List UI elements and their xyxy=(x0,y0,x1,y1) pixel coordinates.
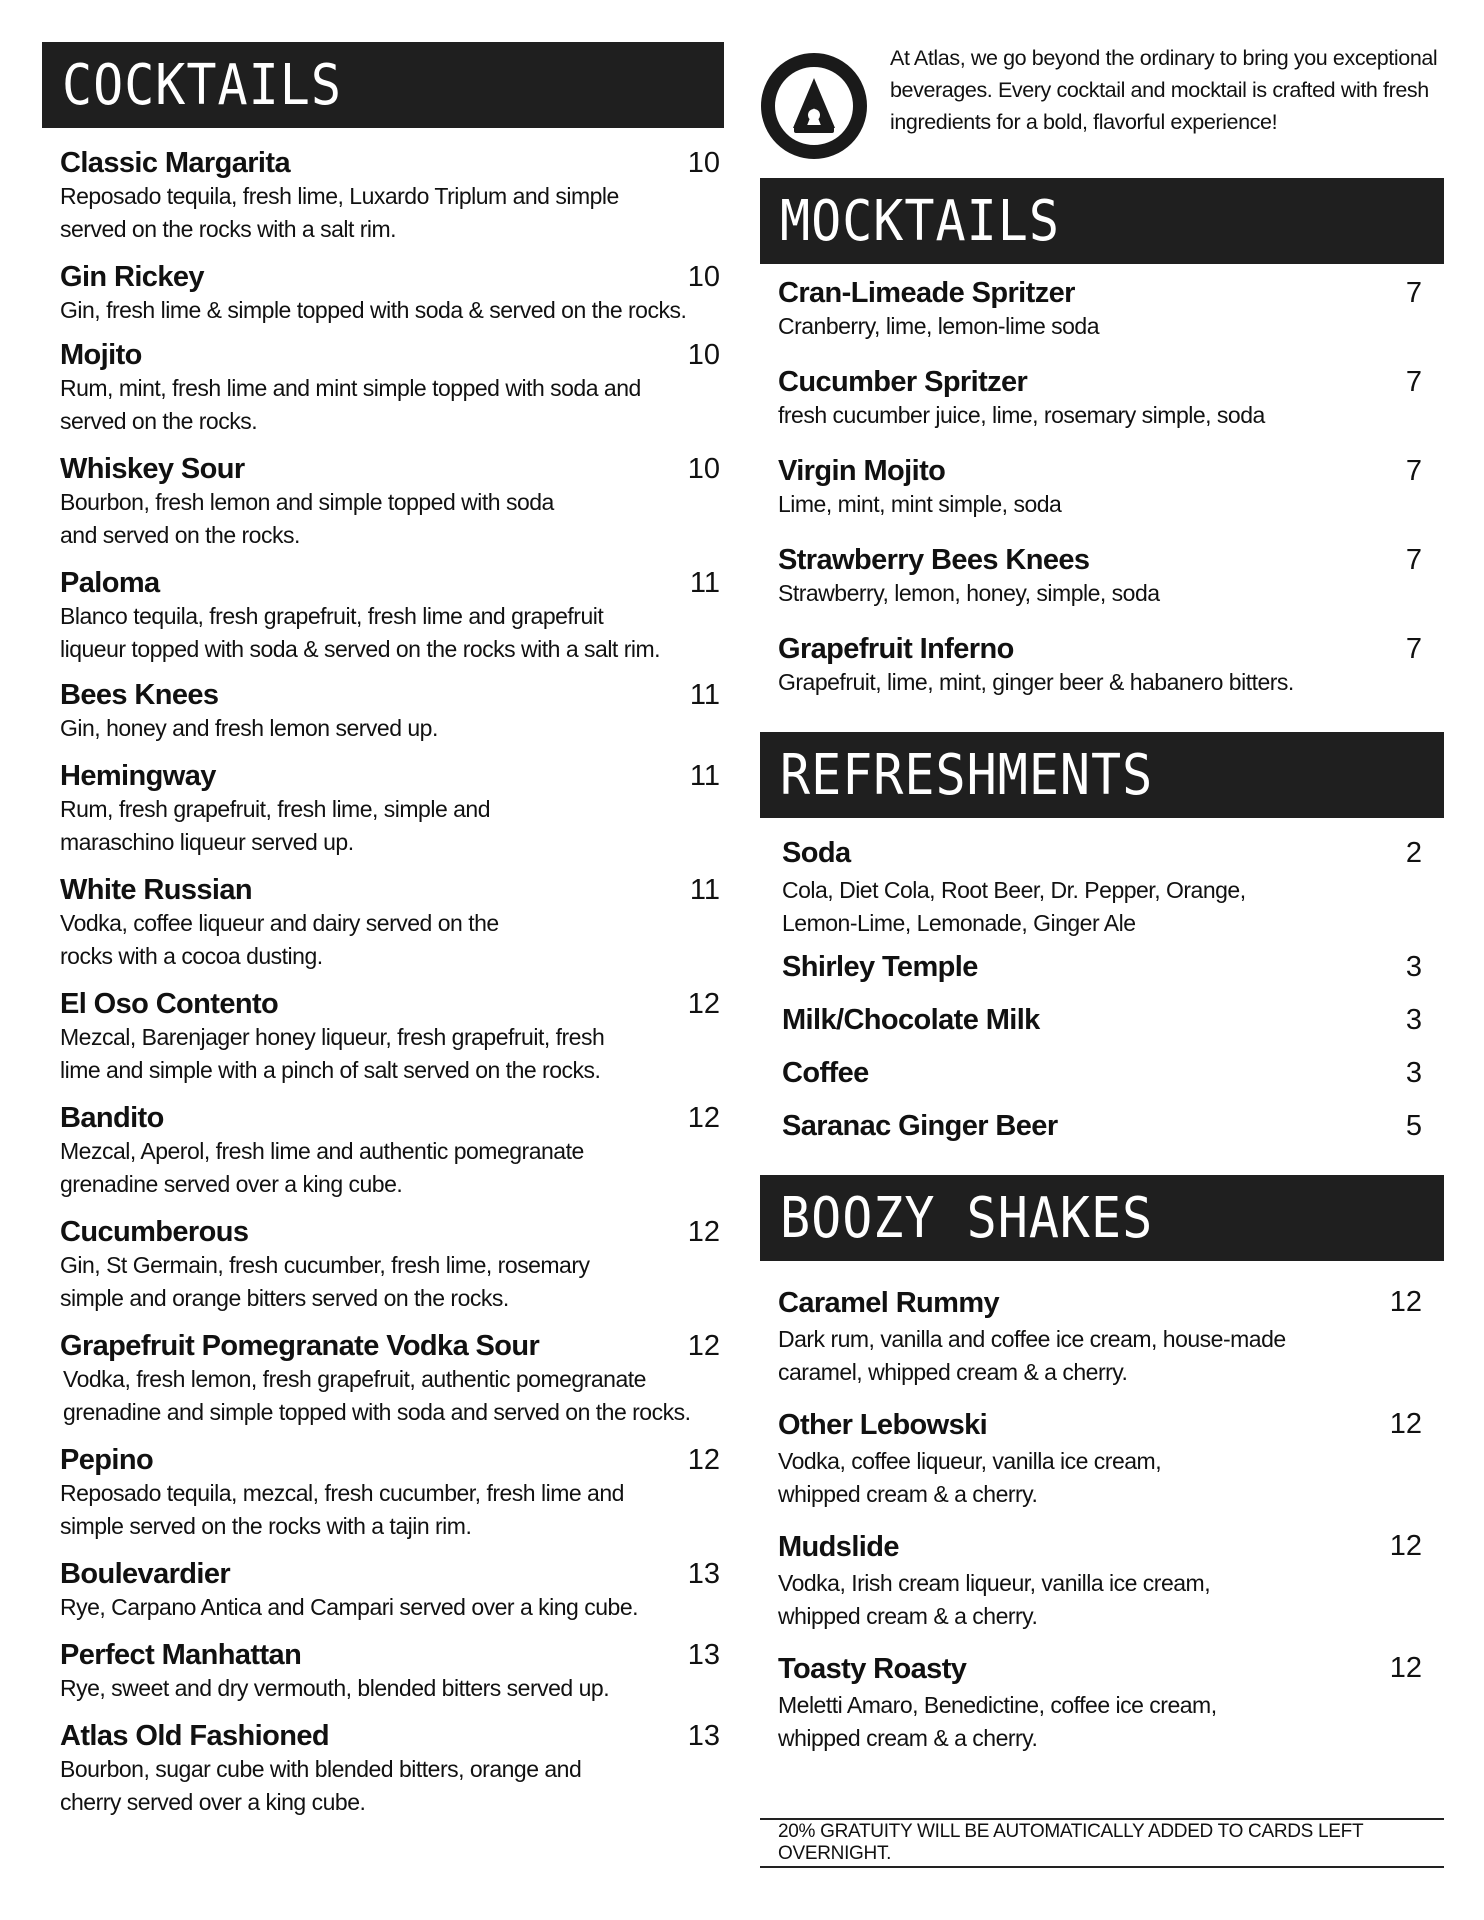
item-description: Strawberry, lemon, honey, simple, soda xyxy=(778,580,1160,606)
menu-item xyxy=(60,1215,720,1315)
item-name: Saranac Ginger Beer xyxy=(782,1110,1058,1142)
menu-item xyxy=(778,632,1422,721)
item-description: Rum, mint, fresh lime and mint simple topped with soda and served on the rocks. xyxy=(60,375,641,434)
item-name: Mojito xyxy=(60,339,142,371)
item-description: Mezcal, Barenjager honey liqueur, fresh grapefruit, fresh lime and simple with a pinch of salt served on the rocks. xyxy=(60,1024,605,1083)
item-price: 3 xyxy=(1405,951,1422,983)
item-description: Bourbon, sugar cube with blended bitters, orange and cherry served over a king cube. xyxy=(60,1756,582,1815)
item-name: Boulevardier xyxy=(60,1558,231,1590)
menu-item xyxy=(60,566,720,666)
menu-item xyxy=(782,950,1422,1003)
menu-item xyxy=(60,260,720,327)
item-price: 12 xyxy=(687,1330,720,1362)
item-name: Bandito xyxy=(60,1102,164,1134)
item-price: 11 xyxy=(689,874,720,906)
cocktails-header xyxy=(42,42,724,128)
item-name: Pepino xyxy=(60,1444,154,1476)
item-price: 12 xyxy=(1389,1286,1422,1318)
refreshments-header xyxy=(760,732,1444,818)
item-name: Whiskey Sour xyxy=(60,453,245,485)
item-description: Reposado tequila, fresh lime, Luxardo Triplum and simple served on the rocks with a salt rim. xyxy=(60,183,619,242)
menu-item xyxy=(778,1651,1422,1755)
item-description: Mezcal, Aperol, fresh lime and authentic pomegranate grenadine served over a king cube. xyxy=(60,1138,584,1197)
menu-item xyxy=(782,836,1422,940)
item-description: Gin, honey and fresh lemon served up. xyxy=(60,715,438,741)
gratuity-notice xyxy=(760,1818,1444,1868)
item-description: Bourbon, fresh lemon and simple topped with soda and served on the rocks. xyxy=(60,489,554,548)
mocktails-header xyxy=(760,178,1444,264)
item-price: 12 xyxy=(687,1216,720,1248)
item-description: Cola, Diet Cola, Root Beer, Dr. Pepper, Orange, Lemon-Lime, Lemonade, Ginger Ale xyxy=(782,877,1246,936)
item-description: Rye, sweet and dry vermouth, blended bitters served up. xyxy=(60,1675,610,1701)
item-name: Bees Knees xyxy=(60,679,219,711)
menu-item xyxy=(782,1003,1422,1056)
item-price: 11 xyxy=(689,567,720,599)
menu-item xyxy=(60,678,720,745)
intro-text: At Atlas, we go beyond the ordinary to bring you exceptional beverages. Every cocktail and mocktail is crafted with fresh ingredients for a bold, flavorful experience! xyxy=(890,46,1438,134)
item-price: 12 xyxy=(687,1102,720,1134)
menu-item xyxy=(782,1056,1422,1109)
item-price: 7 xyxy=(1405,544,1422,576)
item-name: Perfect Manhattan xyxy=(60,1639,302,1671)
item-price: 12 xyxy=(1389,1408,1422,1440)
item-name: Toasty Roasty xyxy=(778,1653,967,1685)
refreshments-list xyxy=(760,836,1444,1149)
menu-item xyxy=(778,1285,1422,1389)
menu-item xyxy=(782,1109,1422,1149)
menu-item xyxy=(778,454,1422,543)
item-price: 3 xyxy=(1405,1057,1422,1089)
item-name: Cran-Limeade Spritzer xyxy=(778,277,1075,309)
item-description: Reposado tequila, mezcal, fresh cucumber, fresh lime and simple served on the rocks with a tajin rim. xyxy=(60,1480,624,1539)
item-name: Paloma xyxy=(60,567,160,599)
menu-item xyxy=(60,1557,720,1624)
item-description: Vodka, fresh lemon, fresh grapefruit, authentic pomegranate grenadine and simple topped with soda and served on the rocks. xyxy=(63,1366,691,1425)
item-price: 12 xyxy=(687,988,720,1020)
item-price: 7 xyxy=(1405,633,1422,665)
item-price: 10 xyxy=(687,453,720,485)
menu-item xyxy=(778,1407,1422,1511)
item-name: Virgin Mojito xyxy=(778,455,946,487)
menu-item xyxy=(60,1101,720,1201)
menu-item xyxy=(60,1329,720,1429)
item-price: 10 xyxy=(687,261,720,293)
item-name: Coffee xyxy=(782,1057,869,1089)
cocktails-title: COCKTAILS xyxy=(62,52,342,118)
item-name: Caramel Rummy xyxy=(778,1287,1000,1319)
item-price: 7 xyxy=(1405,455,1422,487)
item-name: Gin Rickey xyxy=(60,261,204,293)
intro-block xyxy=(760,42,1444,168)
boozy-shakes-title: BOOZY SHAKES xyxy=(780,1185,1154,1251)
menu-item xyxy=(60,452,720,552)
item-price: 12 xyxy=(1389,1652,1422,1684)
boozy-shakes-list xyxy=(760,1285,1444,1755)
menu-item xyxy=(60,759,720,859)
item-description: Vodka, coffee liqueur, vanilla ice cream, whipped cream & a cherry. xyxy=(778,1448,1162,1507)
item-name: Other Lebowski xyxy=(778,1409,988,1441)
item-price: 12 xyxy=(687,1444,720,1476)
item-price: 12 xyxy=(1389,1530,1422,1562)
menu-item xyxy=(60,987,720,1087)
cocktails-section xyxy=(42,42,724,1819)
item-description: Blanco tequila, fresh grapefruit, fresh lime and grapefruit liqueur topped with soda & served on the rocks with a salt rim. xyxy=(60,603,661,662)
item-price: 2 xyxy=(1405,837,1422,869)
item-name: Atlas Old Fashioned xyxy=(60,1720,329,1752)
item-price: 5 xyxy=(1405,1110,1422,1142)
item-price: 13 xyxy=(687,1558,720,1590)
item-price: 10 xyxy=(687,339,720,371)
item-price: 10 xyxy=(687,147,720,179)
menu-item xyxy=(60,146,720,246)
item-price: 11 xyxy=(689,679,720,711)
item-name: Soda xyxy=(782,837,851,869)
item-name: Hemingway xyxy=(60,760,216,792)
item-name: Grapefruit Pomegranate Vodka Sour xyxy=(60,1330,540,1362)
item-description: Gin, St Germain, fresh cucumber, fresh lime, rosemary simple and orange bitters served on the rocks. xyxy=(60,1252,590,1311)
item-description: Meletti Amaro, Benedictine, coffee ice cream, whipped cream & a cherry. xyxy=(778,1692,1217,1751)
menu-item xyxy=(778,543,1422,632)
item-name: Milk/Chocolate Milk xyxy=(782,1004,1040,1036)
item-description: Vodka, Irish cream liqueur, vanilla ice cream, whipped cream & a cherry. xyxy=(778,1570,1211,1629)
refreshments-title: REFRESHMENTS xyxy=(780,742,1154,808)
menu-item xyxy=(60,873,720,973)
item-price: 7 xyxy=(1405,366,1422,398)
item-name: Cucumberous xyxy=(60,1216,249,1248)
menu-item xyxy=(778,276,1422,365)
item-price: 7 xyxy=(1405,277,1422,309)
item-description: Cranberry, lime, lemon-lime soda xyxy=(778,313,1100,339)
menu-item xyxy=(778,1529,1422,1633)
menu-item xyxy=(60,1638,720,1705)
item-description: Gin, fresh lime & simple topped with soda & served on the rocks. xyxy=(60,297,687,323)
item-name: Cucumber Spritzer xyxy=(778,366,1028,398)
item-description: Rum, fresh grapefruit, fresh lime, simple and maraschino liqueur served up. xyxy=(60,796,491,855)
item-description: Lime, mint, mint simple, soda xyxy=(778,491,1062,517)
item-name: Grapefruit Inferno xyxy=(778,633,1014,665)
item-price: 13 xyxy=(687,1720,720,1752)
item-description: Vodka, coffee liqueur and dairy served on the rocks with a cocoa dusting. xyxy=(60,910,499,969)
item-name: Classic Margarita xyxy=(60,147,290,179)
item-name: White Russian xyxy=(60,874,252,906)
gratuity-text: 20% GRATUITY WILL BE AUTOMATICALLY ADDED TO CARDS LEFT OVERNIGHT. xyxy=(778,1821,1363,1864)
item-description: Rye, Carpano Antica and Campari served over a king cube. xyxy=(60,1594,638,1620)
item-name: El Oso Contento xyxy=(60,988,279,1020)
item-name: Strawberry Bees Knees xyxy=(778,544,1090,576)
item-name: Mudslide xyxy=(778,1531,899,1563)
menu-item xyxy=(60,1719,720,1819)
item-description: fresh cucumber juice, lime, rosemary simple, soda xyxy=(778,402,1265,428)
boozy-shakes-header xyxy=(760,1175,1444,1261)
menu-item xyxy=(60,1443,720,1543)
item-description: Dark rum, vanilla and coffee ice cream, house-made caramel, whipped cream & a cherry. xyxy=(778,1326,1286,1385)
item-price: 3 xyxy=(1405,1004,1422,1036)
atlas-logo-icon xyxy=(760,52,868,160)
cocktails-list xyxy=(42,146,724,1819)
item-name: Shirley Temple xyxy=(782,951,978,983)
right-column xyxy=(760,42,1444,1773)
menu-item xyxy=(60,338,720,438)
item-price: 13 xyxy=(687,1639,720,1671)
mocktails-title: MOCKTAILS xyxy=(780,188,1060,254)
item-description: Grapefruit, lime, mint, ginger beer & habanero bitters. xyxy=(778,669,1294,695)
item-price: 11 xyxy=(689,760,720,792)
menu-item xyxy=(778,365,1422,454)
mocktails-list xyxy=(760,276,1444,721)
